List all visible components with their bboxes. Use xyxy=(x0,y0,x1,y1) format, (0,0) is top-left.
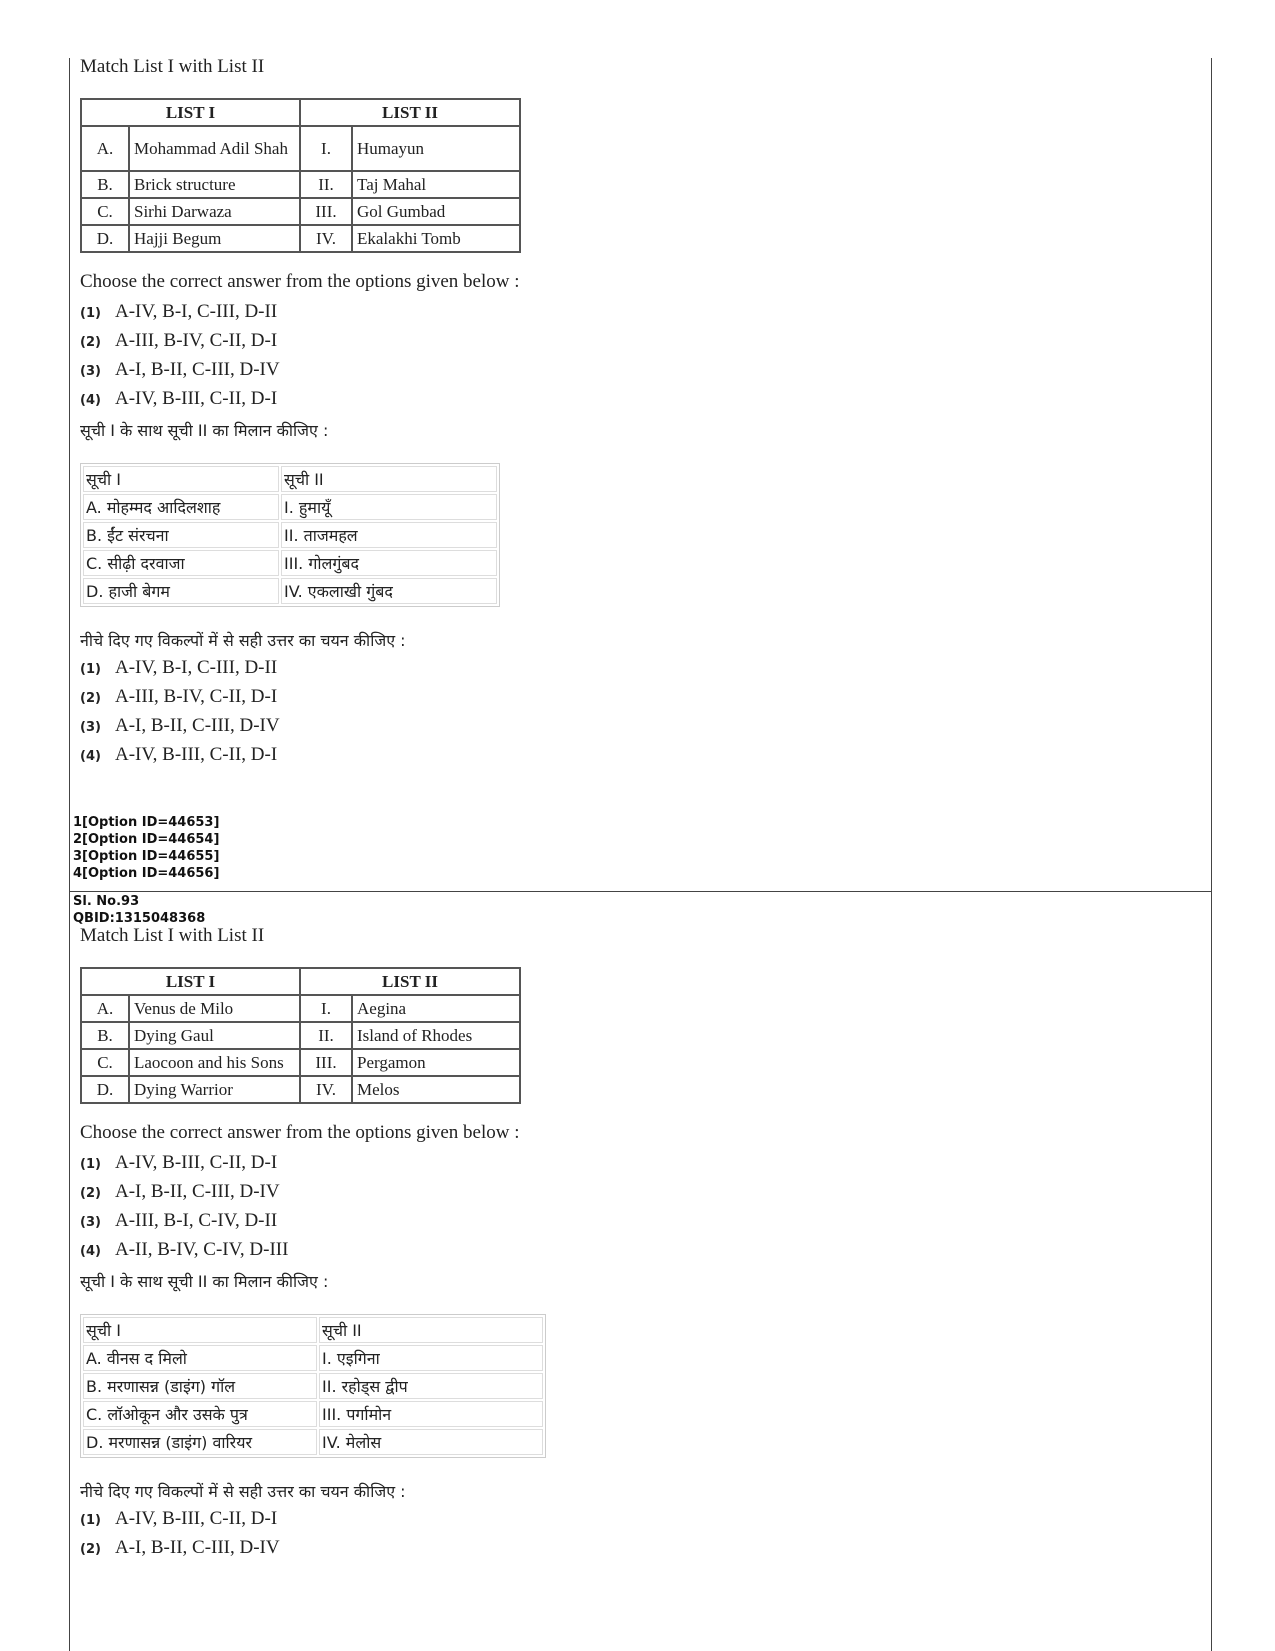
q92-heading: Match List I with List II xyxy=(80,56,265,77)
option-number: (1) xyxy=(80,662,101,677)
q92-row-b-item: Brick structure xyxy=(129,171,300,198)
option-number: (2) xyxy=(80,1186,101,1201)
q92-choose: Choose the correct answer from the options given below : xyxy=(80,271,520,292)
q92-list1-header: LIST I xyxy=(81,99,300,126)
qbid: QBID:1315048368 xyxy=(73,911,206,926)
option-number: (3) xyxy=(80,364,101,379)
q92-row-a-match: Humayun xyxy=(352,126,520,171)
option-number: (2) xyxy=(80,691,101,706)
table-row xyxy=(81,1049,520,1076)
option-number: (3) xyxy=(80,720,101,735)
q92-row-b-numeral: II. xyxy=(300,171,352,198)
q92-option-1 xyxy=(80,301,1180,330)
table-row xyxy=(83,494,497,520)
option-number: (1) xyxy=(80,306,101,321)
option-text: A-I, B-II, C-III, D-IV xyxy=(115,1537,280,1558)
table-row xyxy=(81,995,520,1022)
hindi-cell: सूची II xyxy=(319,1317,543,1343)
q92-option-2 xyxy=(80,330,1180,359)
question-divider xyxy=(69,891,1211,892)
option-text: A-IV, B-III, C-II, D-I xyxy=(115,1152,278,1173)
q92-row-d-match: Ekalakhi Tomb xyxy=(352,225,520,252)
q93-row-b-item: Dying Gaul xyxy=(129,1022,300,1049)
hindi-cell: C. सीढ़ी दरवाजा xyxy=(83,550,279,576)
q93-option-3 xyxy=(80,1210,1180,1239)
option-id: 1[Option ID=44653] xyxy=(73,815,220,830)
serial-number: Sl. No.93 xyxy=(73,894,140,909)
option-text: A-III, B-IV, C-II, D-I xyxy=(115,330,278,351)
hindi-cell: A. वीनस द मिलो xyxy=(83,1345,317,1371)
table-row xyxy=(81,126,520,171)
table-row xyxy=(81,1022,520,1049)
option-text: A-II, B-IV, C-IV, D-III xyxy=(115,1239,289,1260)
q93-hindi-heading: सूची I के साथ सूची II का मिलान कीजिए : xyxy=(80,1272,329,1291)
q93-row-b-match: Island of Rhodes xyxy=(352,1022,520,1049)
option-number: (3) xyxy=(80,1215,101,1230)
q93-hindi-table xyxy=(80,1314,546,1458)
hindi-cell: II. रहोड्स द्वीप xyxy=(319,1373,543,1399)
table-row xyxy=(83,1429,543,1455)
q93-hindi-choose: नीचे दिए गए विकल्पों में से सही उत्तर का चयन कीजिए : xyxy=(80,1482,406,1501)
q92-hindi-option-3 xyxy=(80,715,1180,744)
option-number: (1) xyxy=(80,1157,101,1172)
option-text: A-I, B-II, C-III, D-IV xyxy=(115,359,280,380)
hindi-cell: B. ईंट संरचना xyxy=(83,522,279,548)
hindi-cell: सूची I xyxy=(83,466,279,492)
q92-row-c-numeral: III. xyxy=(300,198,352,225)
hindi-cell: C. लॉओकून और उसके पुत्र xyxy=(83,1401,317,1427)
table-row xyxy=(81,171,520,198)
hindi-cell: सूची II xyxy=(281,466,497,492)
hindi-cell: III. गोलगुंबद xyxy=(281,550,497,576)
option-number: (4) xyxy=(80,1244,101,1259)
q92-row-c-item: Sirhi Darwaza xyxy=(129,198,300,225)
q93-meta xyxy=(73,893,205,927)
q92-row-d-item: Hajji Begum xyxy=(129,225,300,252)
q92-option-3 xyxy=(80,359,1180,388)
hindi-cell: I. हुमायूँ xyxy=(281,494,497,520)
question-93 xyxy=(80,925,1180,1566)
q93-choose: Choose the correct answer from the options given below : xyxy=(80,1122,520,1143)
table-row xyxy=(83,550,497,576)
q92-row-c-match: Gol Gumbad xyxy=(352,198,520,225)
q92-row-d-numeral: IV. xyxy=(300,225,352,252)
q93-option-4 xyxy=(80,1239,1180,1268)
option-number: (1) xyxy=(80,1513,101,1528)
option-text: A-IV, B-I, C-III, D-II xyxy=(115,657,278,678)
q93-row-c-letter: C. xyxy=(81,1049,129,1076)
table-row xyxy=(83,1373,543,1399)
q92-hindi-choose: नीचे दिए गए विकल्पों में से सही उत्तर का चयन कीजिए : xyxy=(80,631,406,650)
option-id: 3[Option ID=44655] xyxy=(73,849,220,864)
q92-option-4 xyxy=(80,388,1180,417)
option-number: (2) xyxy=(80,335,101,350)
table-row xyxy=(83,522,497,548)
option-text: A-I, B-II, C-III, D-IV xyxy=(115,1181,280,1202)
q93-row-d-item: Dying Warrior xyxy=(129,1076,300,1103)
hindi-cell: D. हाजी बेगम xyxy=(83,578,279,604)
q93-list-table xyxy=(80,967,521,1104)
hindi-cell: IV. मेलोस xyxy=(319,1429,543,1455)
q93-list1-header: LIST I xyxy=(81,968,300,995)
q93-row-d-numeral: IV. xyxy=(300,1076,352,1103)
q92-row-b-match: Taj Mahal xyxy=(352,171,520,198)
q92-row-a-item: Mohammad Adil Shah xyxy=(129,126,300,171)
q92-row-a-letter: A. xyxy=(81,126,129,171)
option-text: A-IV, B-III, C-II, D-I xyxy=(115,388,278,409)
q93-hindi-option-2 xyxy=(80,1537,1180,1566)
q92-list-table xyxy=(80,98,521,253)
q92-hindi-option-1 xyxy=(80,657,1180,686)
q93-row-d-match: Melos xyxy=(352,1076,520,1103)
q93-row-a-item: Venus de Milo xyxy=(129,995,300,1022)
q93-row-c-match: Pergamon xyxy=(352,1049,520,1076)
option-text: A-III, B-I, C-IV, D-II xyxy=(115,1210,278,1231)
q92-hindi-table xyxy=(80,463,500,607)
hindi-cell: II. ताजमहल xyxy=(281,522,497,548)
q93-row-a-match: Aegina xyxy=(352,995,520,1022)
option-text: A-I, B-II, C-III, D-IV xyxy=(115,715,280,736)
q92-row-b-letter: B. xyxy=(81,171,129,198)
table-row xyxy=(83,1401,543,1427)
hindi-cell: I. एइगिना xyxy=(319,1345,543,1371)
q93-row-c-numeral: III. xyxy=(300,1049,352,1076)
q93-row-b-numeral: II. xyxy=(300,1022,352,1049)
table-row xyxy=(81,225,520,252)
hindi-cell: III. पर्गामोन xyxy=(319,1401,543,1427)
table-row xyxy=(81,198,520,225)
q93-option-1 xyxy=(80,1152,1180,1181)
q93-option-2 xyxy=(80,1181,1180,1210)
option-id: 4[Option ID=44656] xyxy=(73,866,220,881)
table-row xyxy=(81,1076,520,1103)
option-text: A-III, B-IV, C-II, D-I xyxy=(115,686,278,707)
table-row xyxy=(83,1345,543,1371)
q93-row-a-letter: A. xyxy=(81,995,129,1022)
q93-list2-header: LIST II xyxy=(300,968,520,995)
q92-hindi-option-4 xyxy=(80,744,1180,773)
q93-row-a-numeral: I. xyxy=(300,995,352,1022)
question-92 xyxy=(80,56,1180,773)
q92-row-d-letter: D. xyxy=(81,225,129,252)
option-number: (2) xyxy=(80,1542,101,1557)
hindi-cell: सूची I xyxy=(83,1317,317,1343)
q93-row-d-letter: D. xyxy=(81,1076,129,1103)
hindi-cell: D. मरणासन्न (डाइंग) वारियर xyxy=(83,1429,317,1455)
option-text: A-IV, B-I, C-III, D-II xyxy=(115,301,278,322)
table-row xyxy=(83,578,497,604)
q92-hindi-option-2 xyxy=(80,686,1180,715)
option-text: A-IV, B-III, C-II, D-I xyxy=(115,1508,278,1529)
q93-heading: Match List I with List II xyxy=(80,925,265,946)
q93-row-b-letter: B. xyxy=(81,1022,129,1049)
q92-hindi-heading: सूची I के साथ सूची II का मिलान कीजिए : xyxy=(80,421,329,440)
option-text: A-IV, B-III, C-II, D-I xyxy=(115,744,278,765)
q92-row-a-numeral: I. xyxy=(300,126,352,171)
option-number: (4) xyxy=(80,749,101,764)
option-id: 2[Option ID=44654] xyxy=(73,832,220,847)
q92-row-c-letter: C. xyxy=(81,198,129,225)
q92-list2-header: LIST II xyxy=(300,99,520,126)
hindi-cell: B. मरणासन्न (डाइंग) गॉल xyxy=(83,1373,317,1399)
table-row xyxy=(83,1317,543,1343)
option-number: (4) xyxy=(80,393,101,408)
q93-row-c-item: Laocoon and his Sons xyxy=(129,1049,300,1076)
table-row xyxy=(83,466,497,492)
q93-hindi-option-1 xyxy=(80,1508,1180,1537)
hindi-cell: IV. एकलाखी गुंबद xyxy=(281,578,497,604)
q92-option-ids xyxy=(73,814,219,882)
hindi-cell: A. मोहम्मद आदिलशाह xyxy=(83,494,279,520)
